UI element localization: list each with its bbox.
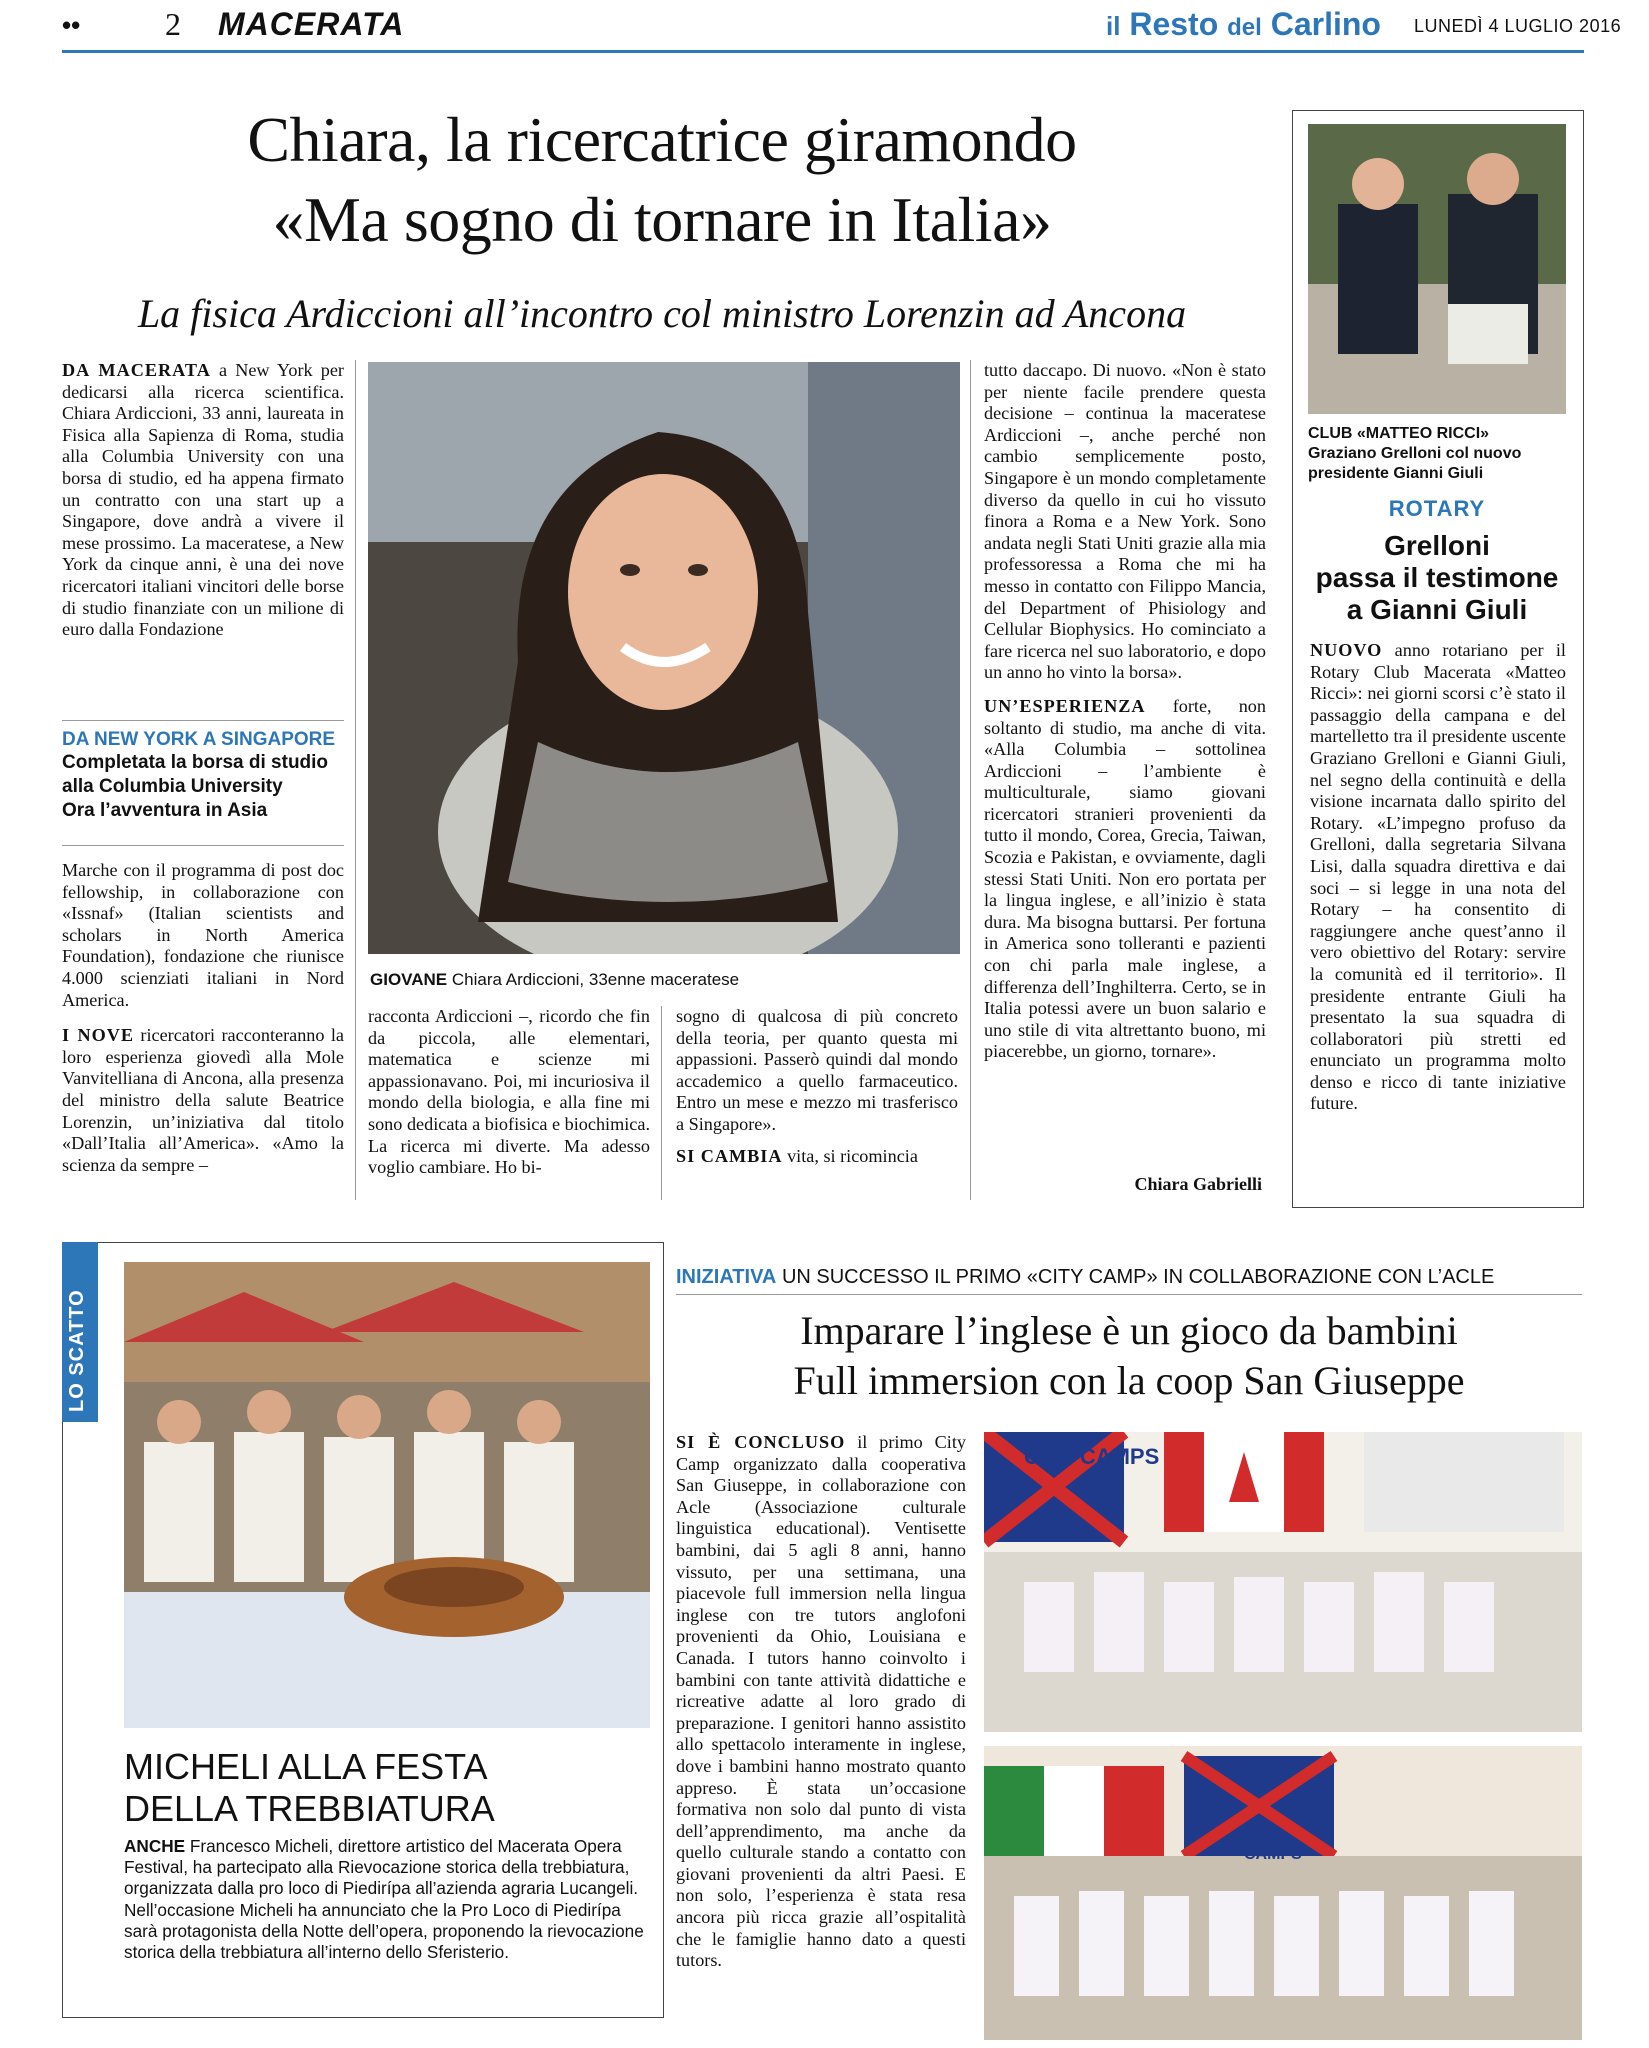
headline-line-2: «Ma sogno di tornare in Italia»	[272, 184, 1052, 255]
main-col-1-p1: a New York per dedicarsi alla ricerca scientifica. Chiara Ardiccioni, 33 anni, laureata in Fisica alla Sapienza di Roma, studia alla Columbia University con una borsa di studio, ed ha appena firmato un contratto con una start up a Singapore, dove andrà a vivere il mese prossimo. La maceratese, a New York da cinque anni, è una dei nove ricercatori italiani vincitori delle borse di studio finanziate con un milione di euro dalla Fondazione	[62, 360, 344, 640]
col-rule-3	[970, 360, 971, 1200]
headline-line-1: Chiara, la ricercatrice giramondo	[247, 104, 1077, 175]
lo-scatto-body	[124, 1836, 644, 1963]
lead-i-nove: I NOVE	[62, 1025, 135, 1046]
page-number: 2	[165, 6, 181, 42]
lo-scatto-tab	[62, 1242, 98, 1422]
box-line-3: Ora l’avventura in Asia	[62, 800, 268, 821]
main-col-4-p2: forte, non soltanto di studio, ma anche di vita. «Alla Columbia – sottolinea Ardiccioni – l’ambiente è multiculturale, siamo giovani ricercatori stranieri provenienti da tutto il mondo, Corea, Grecia, Taiwan, Scozia e Pakistan, e ovviamente, dagli stessi Stati Uniti. Non ero portata per la lingua inglese, e all’inizio è stata dura. Ma bisogna buttarsi. Per fortuna in America sono tolleranti e pazienti con chi parla male inglese, a differenza dell’Inghilterra. Certo, se in Italia potessi avere un buon salario e uno stile di vita altrettanto buono, mi piacerebbe, un giorno, tornare».	[984, 695, 1266, 1062]
lo-scatto-headline-1: MICHELI ALLA FESTA	[124, 1746, 488, 1787]
newspaper-logo	[1106, 6, 1381, 43]
lo-scatto-lead: ANCHE	[124, 1836, 186, 1856]
city-camp-kicker	[676, 1266, 1586, 1289]
city-camp-body	[676, 1432, 966, 1980]
city-camp-headline-1: Imparare l’inglese è un gioco da bambini	[800, 1308, 1458, 1353]
main-col-4	[984, 360, 1266, 1071]
rotary-illustration	[1308, 124, 1566, 414]
photo1-banner-text: CITY CAMPS	[1024, 1444, 1160, 1469]
city-camp-illustration-1	[984, 1432, 1582, 1732]
lead-si-cambia: SI CAMBIA	[676, 1145, 783, 1166]
box-kicker: DA NEW YORK A SINGAPORE	[62, 729, 336, 750]
highlight-box	[62, 720, 344, 846]
city-camp-photo-1	[984, 1432, 1582, 1732]
logo-il: il	[1106, 11, 1121, 41]
chiara-photo	[368, 362, 960, 954]
box-line-2: alla Columbia University	[62, 776, 283, 797]
rotary-headline-1: Grelloni	[1384, 530, 1490, 561]
main-headline	[62, 100, 1262, 260]
city-camp-headline	[676, 1306, 1582, 1406]
col-rule-2	[661, 1006, 662, 1200]
rotary-caption-kicker: CLUB «MATTEO RICCI»	[1308, 425, 1490, 442]
trebbiatura-photo	[124, 1262, 650, 1728]
header-rule	[62, 50, 1584, 53]
lo-scatto-tab-label: LO SCATTO	[66, 1289, 88, 1412]
main-col-1-top	[62, 360, 344, 649]
main-col-4-p1: tutto daccapo. Di nuovo. «Non è stato per niente facile prendere questa decisione – continua la maceratese Ardiccioni –, anche perché non cambio semplicemente posto, Singapore è un mondo completamente diverso da quello in cui ho vissuto finora a Roma e a New York. Sono andata negli Stati Uniti grazie alla mia professoressa a Roma che mi ha messo in contatto con Filippo Mancia, del Department of Phisiology and Cellular Biophysics. Ho cominciato a fare ricerca nel suo laboratorio, e dopo un anno ho vinto la borsa».	[984, 360, 1266, 683]
city-camp-lead: SI È CONCLUSO	[676, 1432, 846, 1452]
col-rule-1	[355, 360, 356, 1200]
city-camp-body-text: il primo City Camp organizzato dalla cooperativa San Giuseppe, in collaborazione con Acle (Associazione culturale linguistica educational). Ventisette bambini, dai 5 agli 8 anni, hanno vissuto, per una settimana, una piacevole full immersion nella lingua inglese con tre tutors anglofoni provenienti da Ohio, Louisiana e Canada. I tutors hanno coinvolto i bambini con tante attività didattiche e ricreative adatte al loro grado di preparazione. I genitori hanno assistito allo spettacolo interamente in inglese, dove i bambini hanno mostrato quanto appreso. È stata un’occasione formativa non solo dal punto di vista dell’apprendimento, ma anche da quello culturale stando a contatto con giovani provenienti da altri Paesi. E non solo, l’esperienza è stata resa ancora più ricca grazie all’ospitalità che le famiglie hanno dato a questi tutors.	[676, 1432, 966, 1971]
trebbiatura-illustration	[124, 1262, 650, 1728]
issue-date: LUNEDÌ 4 LUGLIO 2016	[1414, 16, 1622, 36]
logo-carlino: Carlino	[1270, 6, 1381, 42]
city-camp-headline-2: Full immersion con la coop San Giuseppe	[793, 1358, 1465, 1403]
rotary-body	[1310, 640, 1566, 1123]
city-camp-illustration-2	[984, 1746, 1582, 2040]
header-dots: ••	[62, 10, 81, 40]
lead-un-esperienza: UN’ESPERIENZA	[984, 695, 1146, 716]
photo-caption	[370, 970, 962, 990]
rotary-lead: NUOVO	[1310, 640, 1383, 660]
logo-resto: Resto	[1129, 6, 1219, 42]
main-col-3-p1: sogno di qualcosa di più concreto della teoria, per quanto questa mi appassioni. Passerò quindi dal mondo accademico a quello farmaceutico. Entro un mese e mezzo mi trasferisco a Singapore».	[676, 1006, 958, 1134]
rotary-body-text: anno rotariano per il Rotary Club Macerata «Matteo Ricci»: nei giorni scorsi c’è stato il passaggio della campana e del martelletto tra il presidente uscente Graziano Grelloni e Gianni Giuli, nel segno della continuità e della visione incarnata dallo spirito del Rotary. «L’impegno profuso da Grelloni, dalla segretaria Silvana Lisi, dalla squadra direttiva e dai soci – si legge in una nota del Rotary – ha consentito di raggiungere anche quest’anno il vero obiettivo del Rotary: servire la comunità ed il territorio». Il presidente entrante Giuli ha presentato la sua squadra di collaboratori più stretti ed enunciato un programma molto denso e ricco di tante iniziative future.	[1310, 640, 1566, 1114]
caption-text: Chiara Ardiccioni, 33enne maceratese	[447, 970, 740, 989]
page-header	[0, 0, 1649, 56]
portrait-illustration	[368, 362, 960, 954]
photo2-banner-text: CAMPS	[1244, 1846, 1302, 1863]
city-camp-rule	[676, 1294, 1582, 1295]
main-col-2	[368, 1006, 650, 1187]
lo-scatto-headline-2: DELLA TREBBIATURA	[124, 1788, 495, 1829]
lo-scatto-headline	[124, 1746, 644, 1830]
rotary-headline-2: passa il testimone	[1315, 562, 1559, 593]
byline: Chiara Gabrielli	[1134, 1174, 1262, 1194]
section-name: MACERATA	[218, 6, 405, 42]
box-line-1: Completata la borsa di studio	[62, 752, 329, 773]
logo-del: del	[1227, 14, 1262, 41]
rotary-caption-text: Graziano Grelloni col nuovo presidente Gianni Giuli	[1308, 445, 1522, 482]
rotary-photo	[1308, 124, 1566, 414]
rotary-headline	[1292, 530, 1582, 626]
main-col-3	[676, 1006, 958, 1175]
rotary-kicker: ROTARY	[1388, 496, 1486, 521]
caption-lead: GIOVANE	[370, 970, 448, 989]
lead-da-macerata: DA MACERATA	[62, 360, 211, 380]
main-col-1-p2: Marche con il programma di post doc fellowship, in collaborazione con «Issnaf» (Italian scientists and scholars in North America Foundation), fondazione che riunisce 4.000 scienziati italiani in Nord America.	[62, 860, 344, 1010]
main-col-1-bottom	[62, 860, 344, 1184]
city-camp-photo-2	[984, 1746, 1582, 2040]
rotary-caption	[1308, 424, 1570, 484]
rotary-headline-3: a Gianni Giuli	[1346, 594, 1528, 625]
city-camp-kicker-lead: INIZIATIVA	[676, 1266, 777, 1288]
main-col-1-p3: ricercatori racconteranno la loro esperienza giovedì alla Mole Vanvitelliana di Ancona, alla presenza del ministro della salute Beatrice Lorenzin, un’iniziativa dal titolo «Dall’Italia all’America». «Amo la scienza da sempre –	[62, 1025, 344, 1175]
main-col-3-p2: vita, si ricomincia	[782, 1145, 918, 1166]
main-subheadline: La fisica Ardiccioni all’incontro col ministro Lorenzin ad Ancona	[137, 291, 1187, 336]
city-camp-kicker-rest: UN SUCCESSO IL PRIMO «CITY CAMP» IN COLLABORAZIONE CON L’ACLE	[781, 1266, 1495, 1288]
lo-scatto-body-text: Francesco Micheli, direttore artistico del Macerata Opera Festival, ha partecipato alla Rievocazione storica della trebbiatura, organizzata dalla pro loco di Piedirípa all’azienda agraria Lucangeli. Nell’occasione Micheli ha annunciato che la Pro Loco di Piedirípa sarà protagonista della Notte dell’opera, proponendo la rievocazione storica della trebbiatura all’interno dello Sferisterio.	[124, 1836, 644, 1963]
main-col-2-p1: racconta Ardiccioni –, ricordo che fin da piccola, alle elementari, matematica e scienze mi appassionavano. Poi, mi incuriosiva il mondo della biologia, e alla fine mi sono dedicata a biofisica e biochimica. La ricerca mi diverte. Ma adesso voglio cambiare. Ho bi-	[368, 1006, 650, 1178]
